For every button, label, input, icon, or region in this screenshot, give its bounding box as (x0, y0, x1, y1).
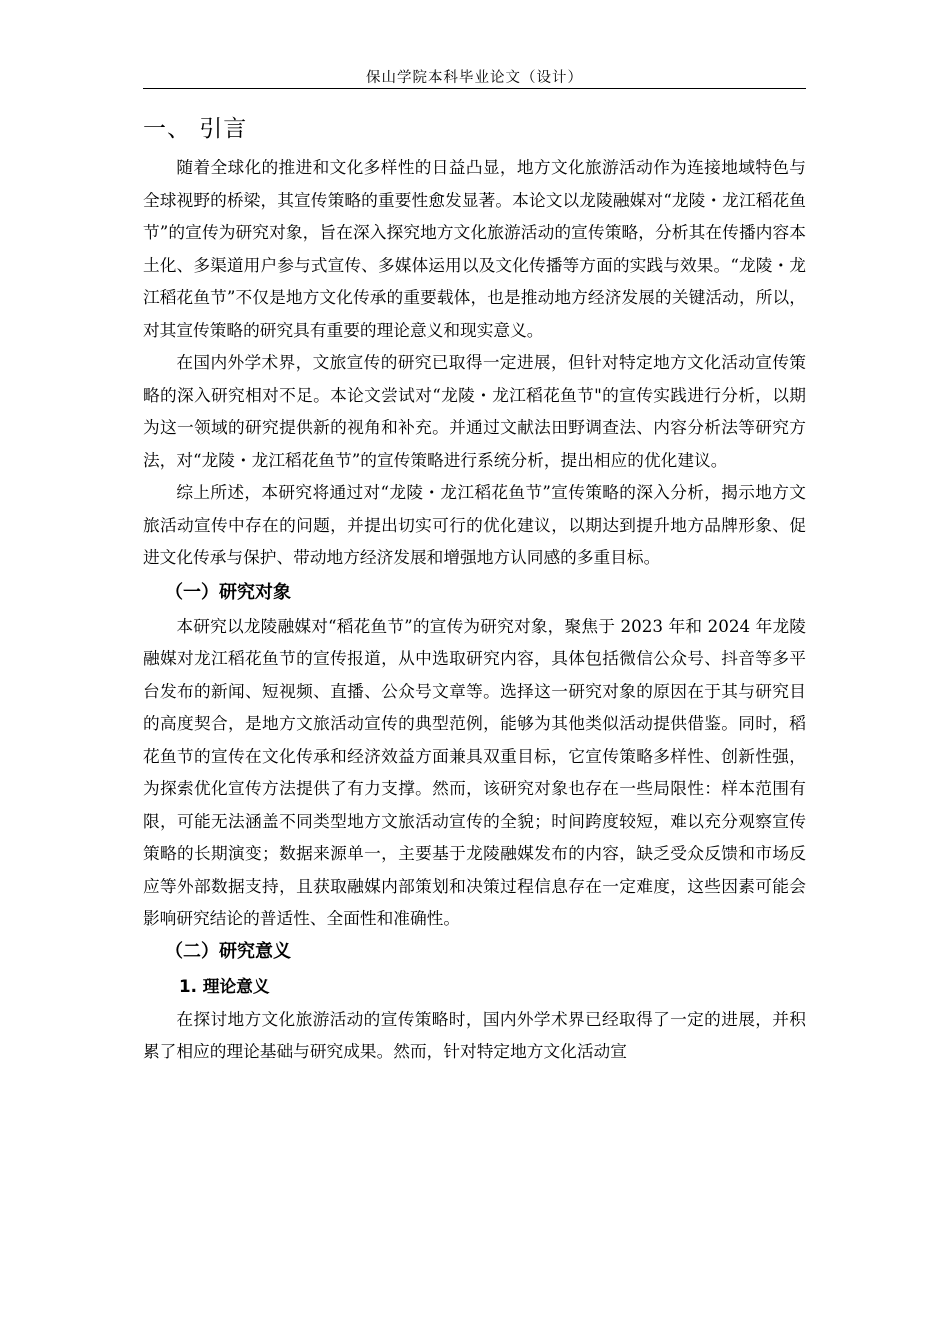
section-heading-introduction: 一、 引言 (143, 116, 248, 142)
paper-body (143, 110, 806, 1068)
paragraph-intro-1: 随着全球化的推进和文化多样性的日益凸显，地方文化旅游活动作为连接地域特色与全球视野的桥梁，其宣传策略的重要性愈发显著。本论文以龙陵融媒对“龙陵・龙江稻花鱼节”的宣传为研究对象，旨在深入探究地方文化旅游活动的宣传策略，分析其在传播内容本土化、多渠道用户参与式宣传、多媒体运用以及文化传播等方面的实践与效果。“龙陵・龙江稻花鱼节”不仅是地方文化传承的重要载体，也是推动地方经济发展的关键活动，所以，对其宣传策略的研究具有重要的理论意义和现实意义。 (143, 157, 806, 340)
subsection-heading-research-object: （一）研究对象 (165, 581, 291, 603)
subsection-heading-research-significance: （二）研究意义 (165, 940, 291, 962)
header-title: 保山学院本科毕业论文（设计） (366, 70, 583, 86)
subsubsection-heading-theoretical-significance: 1. 理论意义 (179, 975, 270, 996)
paragraph-research-object: 本研究以龙陵融媒对“稻花鱼节”的宣传为研究对象，聚焦于 2023 年和 2024 年龙陵融媒对龙江稻花鱼节的宣传报道，从中选取研究内容，具体包括微信公众号、抖音等多平台发布的新闻、短视频、直播、公众号文章等。选择这一研究对象的原因在于其与研究目的高度契合，是地方文旅活动宣传的典型范例，能够为其他类似活动提供借鉴。同时，稻花鱼节的宣传在文化传承和经济效益方面兼具双重目标，它宣传策略多样性、创新性强，为探索优化宣传方法提供了有力支撑。然而，该研究对象也存在一些局限性：样本范围有限，可能无法涵盖不同类型地方文旅活动宣传的全貌；时间跨度较短，难以充分观察宣传策略的长期演变；数据来源单一，主要基于龙陵融媒发布的内容，缺乏受众反馈和市场反应等外部数据支持，且获取融媒内部策划和决策过程信息存在一定难度，这些因素可能会影响研究结论的普适性、全面性和准确性。 (143, 615, 806, 928)
paragraph-intro-3: 综上所述，本研究将通过对“龙陵・龙江稻花鱼节”宣传策略的深入分析，揭示地方文旅活动宣传中存在的问题，并提出切实可行的优化建议，以期达到提升地方品牌形象、促进文化传承与保护、带动地方经济发展和增强地方认同感的多重目标。 (143, 482, 806, 567)
page-header (143, 68, 806, 89)
paragraph-theoretical-significance: 在探讨地方文化旅游活动的宣传策略时，国内外学术界已经取得了一定的进展，并积累了相应的理论基础与研究成果。然而，针对特定地方文化活动宣 (143, 1008, 806, 1061)
paragraph-intro-2: 在国内外学术界，文旅宣传的研究已取得一定进展，但针对特定地方文化活动宣传策略的深入研究相对不足。本论文尝试对“龙陵・龙江稻花鱼节"的宣传实践进行分析，以期为这一领域的研究提供新的视角和补充。并通过文献法田野调查法、内容分析法等研究方法，对“龙陵・龙江稻花鱼节”的宣传策略进行系统分析，提出相应的优化建议。 (143, 352, 806, 470)
